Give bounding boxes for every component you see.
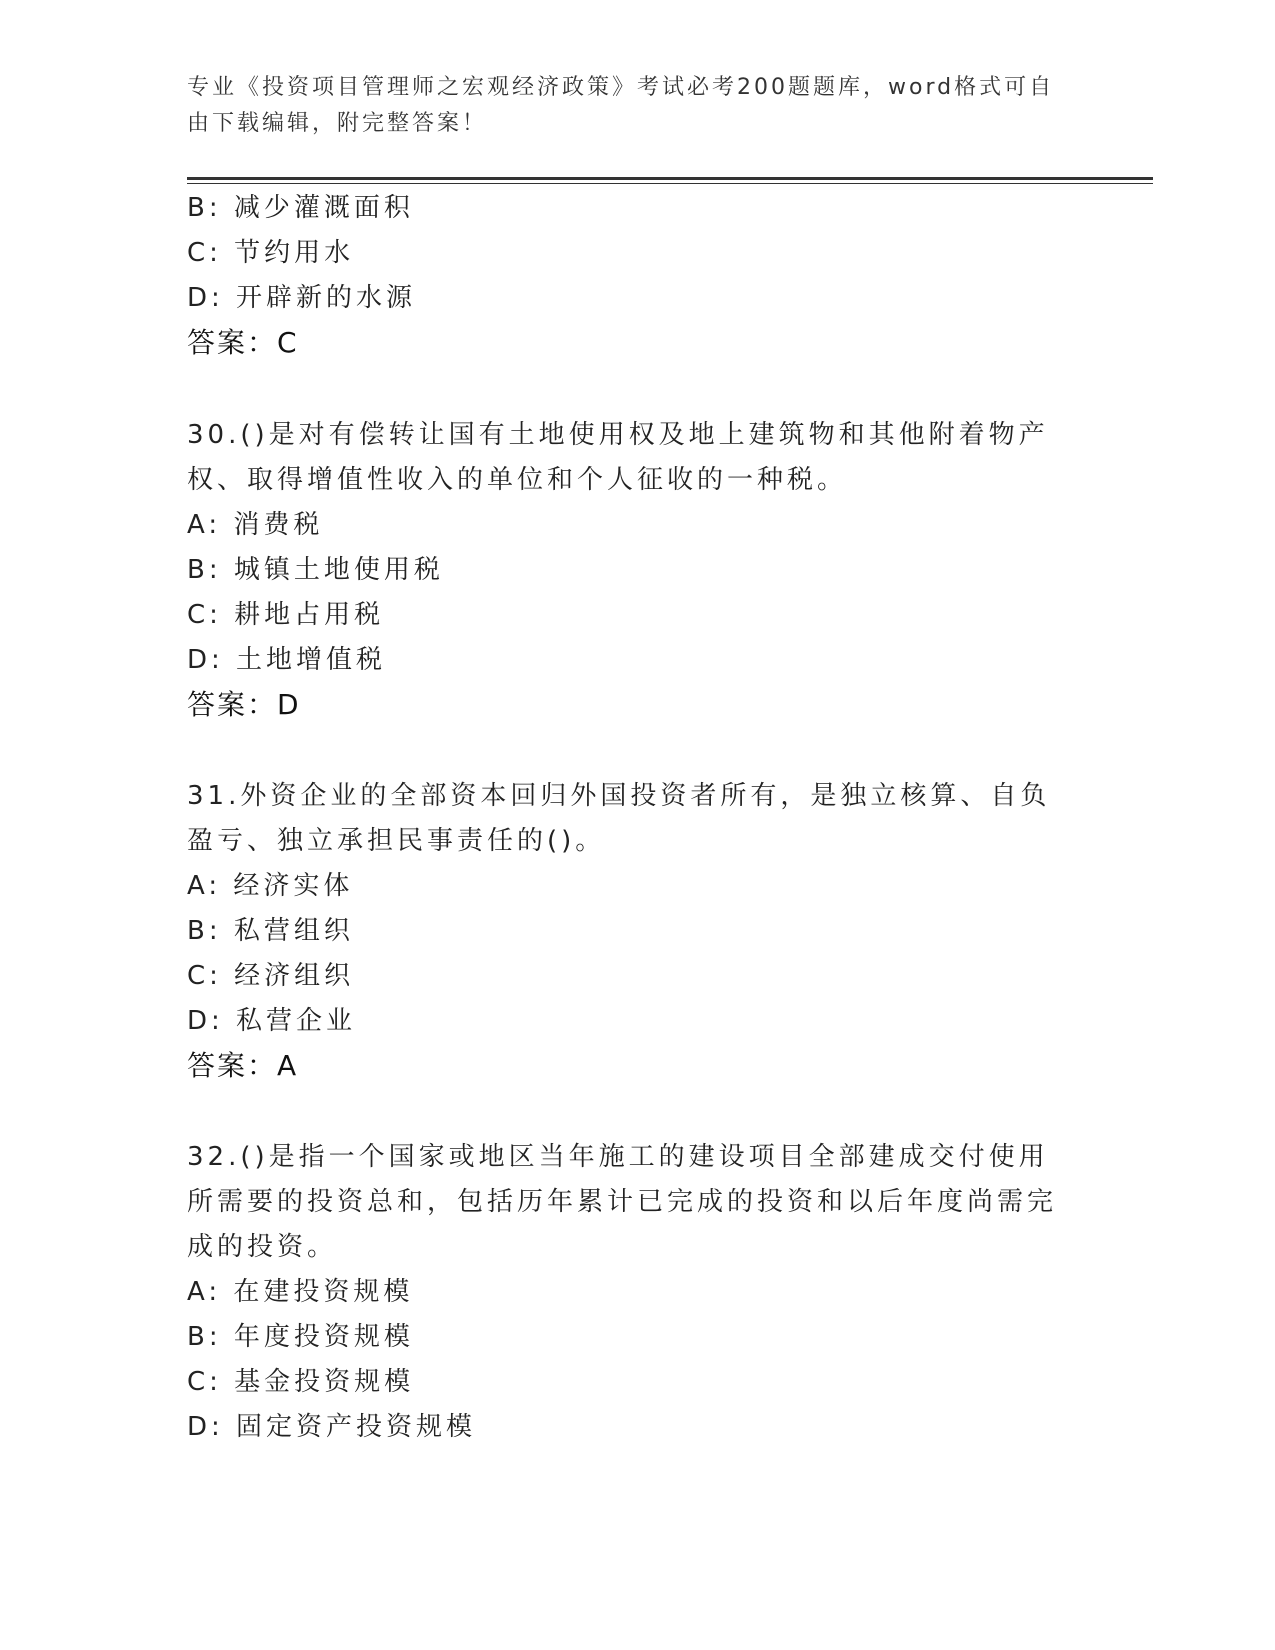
q31-option-c: C: 经济组织 <box>187 961 355 991</box>
q31-answer: 答案：A <box>187 1049 299 1082</box>
q30-answer: 答案：D <box>187 688 301 721</box>
q30-option-d: D: 土地增值税 <box>187 645 387 675</box>
q30-option-a: A: 消费税 <box>187 510 324 540</box>
q30-option-b: B: 城镇土地使用税 <box>187 555 444 585</box>
q31-option-d: D: 私营企业 <box>187 1006 357 1036</box>
header-divider-thin <box>187 183 1153 184</box>
q29-option-d: D: 开辟新的水源 <box>187 283 417 313</box>
q32-stem: 32.()是指一个国家或地区当年施工的建设项目全部建成交付使用所需要的投资总和，包括历年累计已完成的投资和以后年度尚需完成的投资。 <box>187 1142 1058 1262</box>
document-header: 专业《投资项目管理师之宏观经济政策》考试必考200题题库，word格式可自由下载编辑，附完整答案！ <box>187 75 1055 136</box>
q29-answer: 答案：C <box>187 326 299 359</box>
q31-option-b: B: 私营组织 <box>187 916 354 946</box>
q31-stem: 31.外资企业的全部资本回归外国投资者所有，是独立核算、自负盈亏、独立承担民事责任的()。 <box>187 781 1051 856</box>
q30-stem: 30.()是对有偿转让国有土地使用权及地上建筑物和其他附着物产权、取得增值性收入的单位和个人征收的一种税。 <box>187 420 1049 495</box>
q32-option-b: B: 年度投资规模 <box>187 1322 414 1352</box>
header-divider-thick <box>187 177 1153 180</box>
q29-option-b: B: 减少灌溉面积 <box>187 193 414 223</box>
q30-option-c: C: 耕地占用税 <box>187 600 385 630</box>
q32-option-a: A: 在建投资规模 <box>187 1277 414 1307</box>
q32-option-d: D: 固定资产投资规模 <box>187 1412 477 1442</box>
q31-option-a: A: 经济实体 <box>187 871 354 901</box>
q29-option-c: C: 节约用水 <box>187 238 355 268</box>
q32-option-c: C: 基金投资规模 <box>187 1367 415 1397</box>
